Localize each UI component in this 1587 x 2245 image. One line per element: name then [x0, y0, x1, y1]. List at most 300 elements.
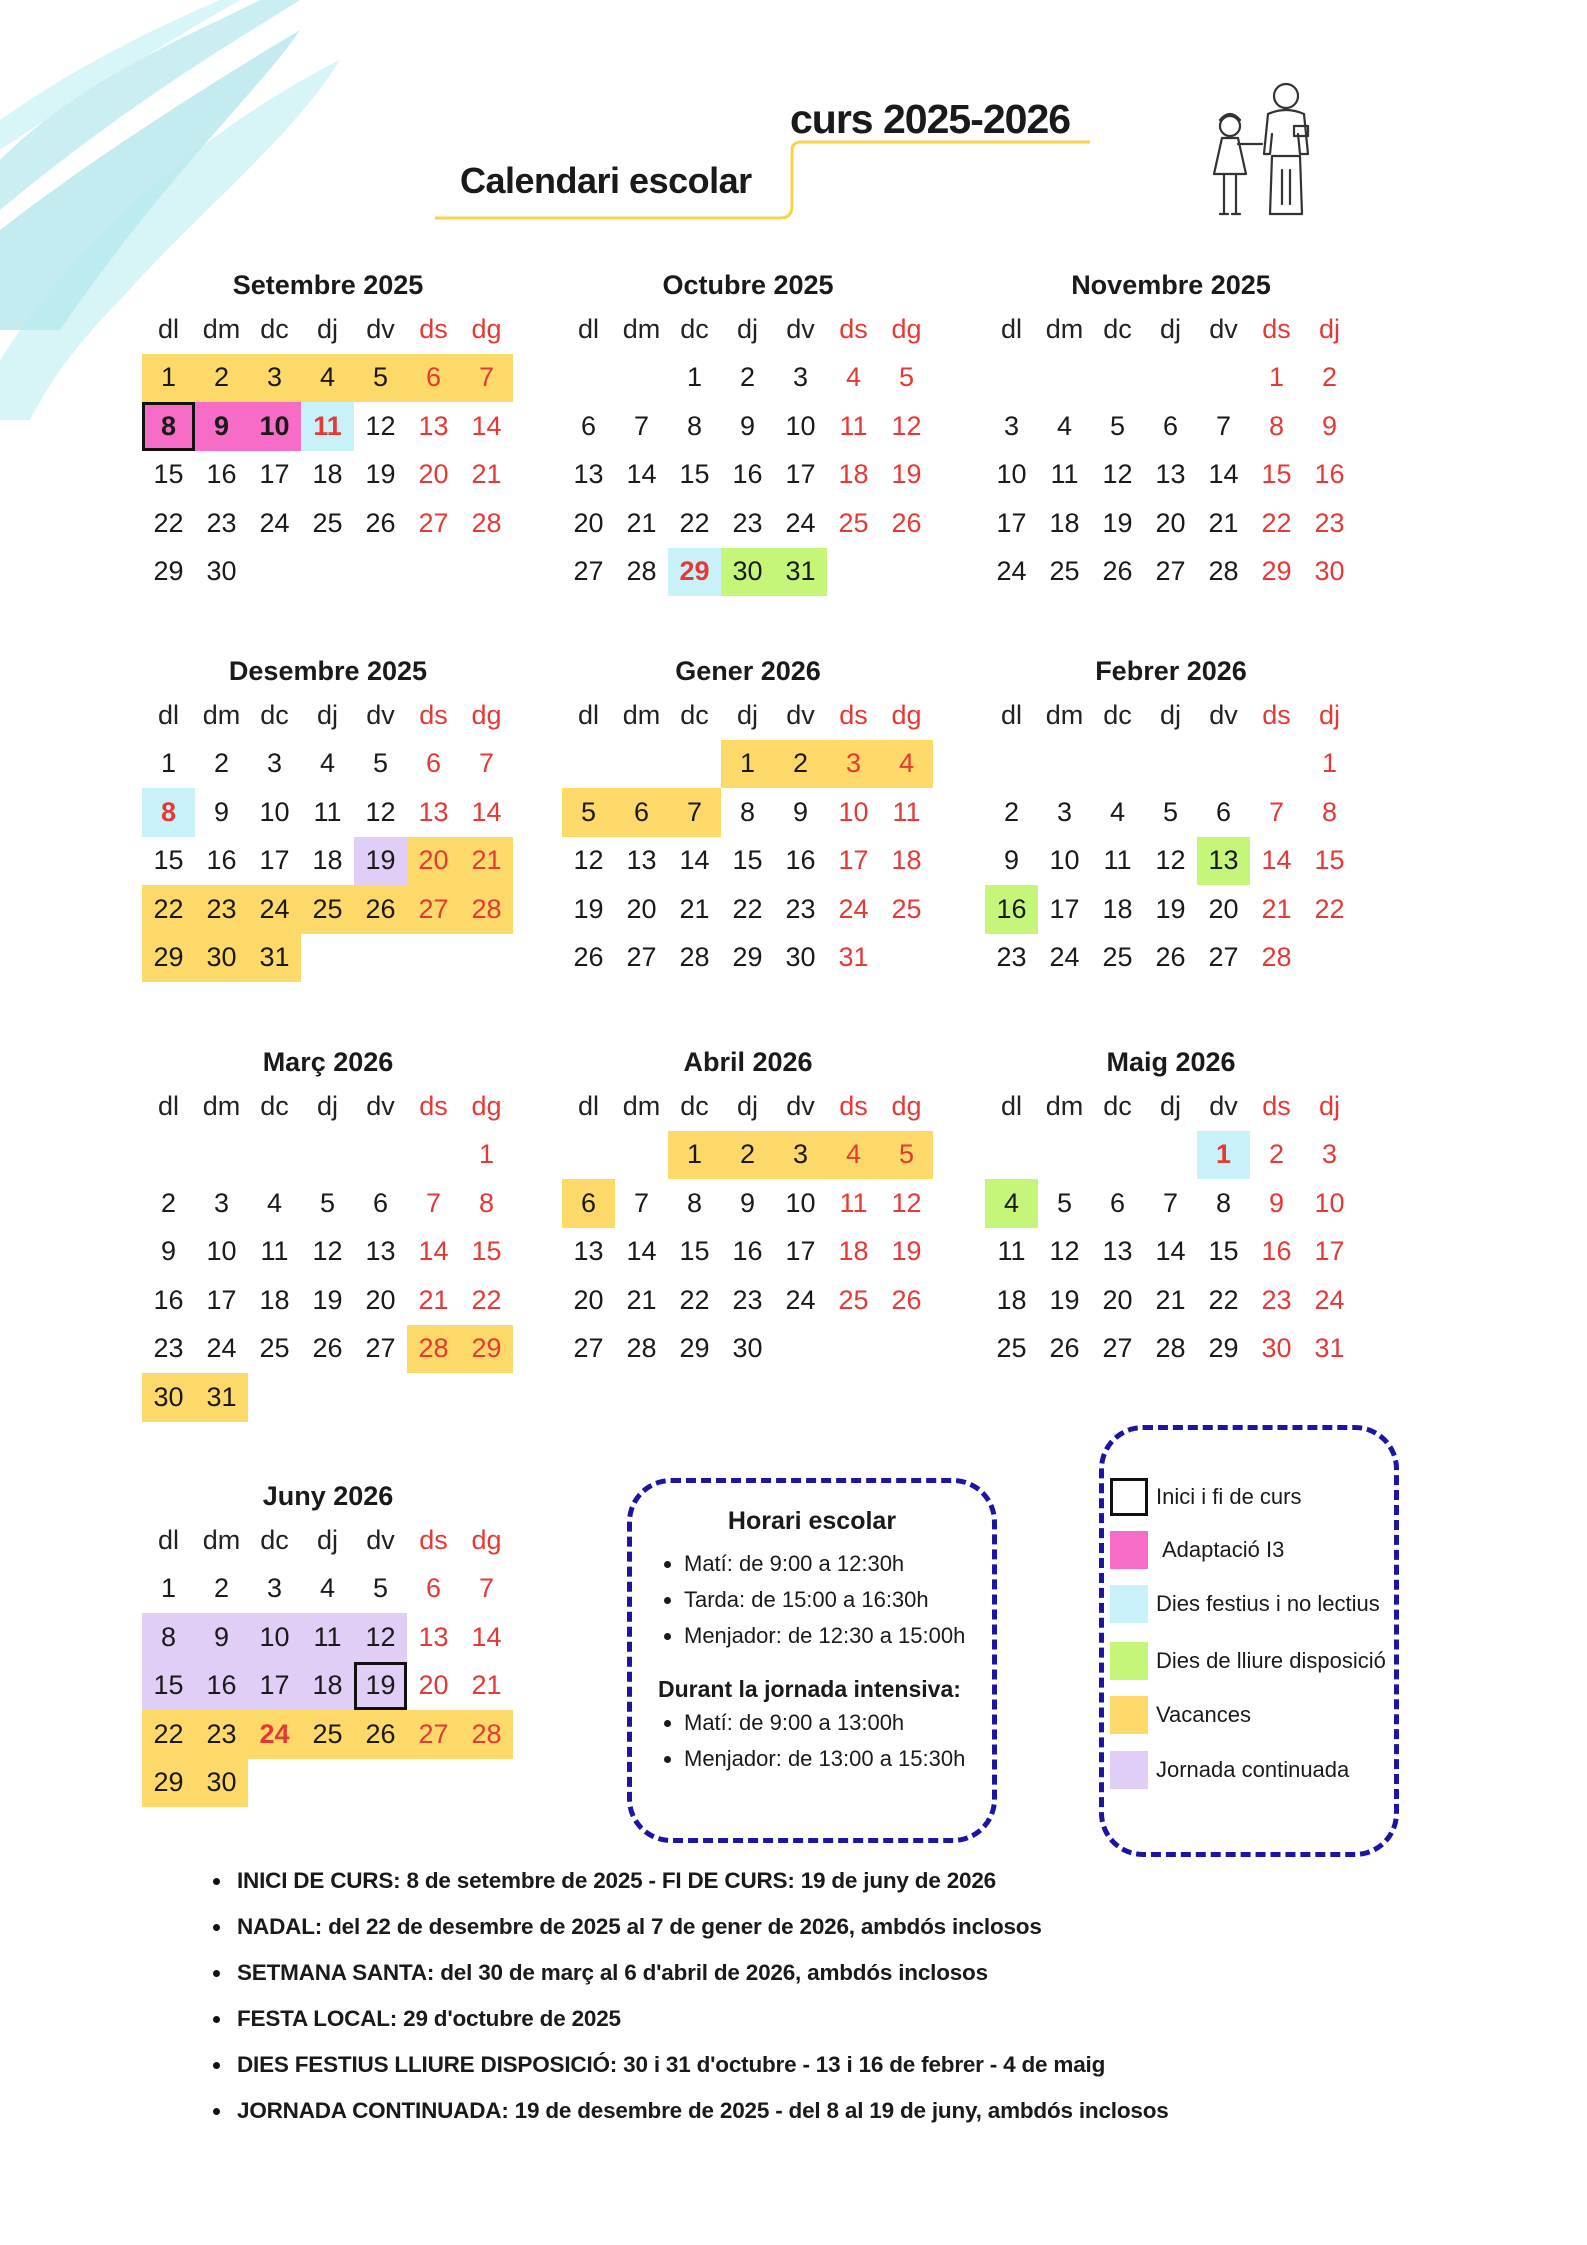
month-title: Octubre 2025 — [662, 270, 834, 300]
legend-swatch — [1110, 1642, 1148, 1680]
day-cell: 17 — [785, 459, 816, 490]
day-cell: 21 — [460, 837, 513, 886]
weekday-header: dm — [202, 313, 241, 344]
weekday-header: dl — [577, 1090, 599, 1121]
day-cell: 25 — [891, 893, 922, 924]
day-cell: 11 — [1103, 845, 1132, 876]
day-cell: 28 — [626, 556, 657, 587]
intensive-title: Durant la jornada intensiva: — [658, 1676, 961, 1702]
weekday-header: dm — [202, 1090, 241, 1121]
day-cell: 31 — [248, 934, 301, 983]
weekday-header: dm — [1045, 699, 1084, 730]
day-cell: 6 — [1109, 1187, 1126, 1218]
day-cell: 10 — [785, 410, 816, 441]
day-cell: 15 — [153, 845, 184, 876]
weekday-header: dc — [260, 1090, 289, 1121]
day-cell: 19 — [573, 893, 604, 924]
day-cell: 30 — [195, 934, 248, 983]
day-cell: 5 — [319, 1187, 336, 1218]
weekday-header: dl — [157, 1524, 179, 1555]
weekday-header: dj — [1318, 699, 1340, 730]
day-cell: 13 — [573, 1236, 604, 1267]
day-cell: 12 — [365, 796, 396, 827]
legend-swatch — [1110, 1696, 1148, 1734]
day-cell: 19 — [312, 1284, 343, 1315]
day-cell: 23 — [732, 507, 763, 538]
weekday-header: dl — [577, 313, 599, 344]
day-cell: 26 — [312, 1333, 343, 1364]
empty-cell — [562, 354, 615, 403]
weekday-header: dj — [1159, 1090, 1181, 1121]
day-cell: 12 — [312, 1236, 343, 1267]
day-cell: 15 — [1314, 845, 1345, 876]
day-cell: 4 — [1056, 410, 1073, 441]
day-cell: 9 — [195, 1613, 248, 1662]
day-cell: 26 — [573, 942, 604, 973]
day-cell: 6 — [615, 788, 668, 837]
weekday-header: ds — [1262, 699, 1291, 730]
day-cell: 21 — [679, 893, 710, 924]
empty-cell — [1144, 740, 1197, 789]
day-cell: 10 — [1314, 1187, 1345, 1218]
day-cell: 29 — [153, 556, 184, 587]
day-cell: 17 — [785, 1236, 816, 1267]
day-cell: 13 — [573, 459, 604, 490]
day-cell: 25 — [301, 885, 354, 934]
day-cell: 30 — [721, 548, 774, 597]
day-cell: 26 — [354, 885, 407, 934]
day-cell: 24 — [1314, 1284, 1345, 1315]
weekday-header: ds — [419, 1524, 448, 1555]
note-item: INICI DE CURS: 8 de setembre de 2025 - FI DE CURS: 19 de juny de 2026 — [213, 1858, 1169, 1904]
day-cell: 13 — [626, 845, 657, 876]
day-cell: 30 — [142, 1373, 195, 1422]
day-cell: 7 — [633, 1187, 650, 1218]
day-cell: 4 — [985, 1179, 1038, 1228]
day-cell: 24 — [248, 885, 301, 934]
day-cell: 27 — [407, 1710, 460, 1759]
day-cell: 4 — [845, 362, 862, 393]
legend-swatch — [1110, 1751, 1148, 1789]
day-cell: 6 — [372, 1187, 389, 1218]
day-cell: 10 — [248, 1613, 301, 1662]
day-cell: 27 — [407, 885, 460, 934]
month-febrer-2026 — [985, 651, 1365, 982]
day-cell: 28 — [1208, 556, 1239, 587]
day-cell: 27 — [1102, 1333, 1133, 1364]
day-cell: 13 — [418, 410, 449, 441]
empty-cell — [985, 354, 1038, 403]
day-cell: 8 — [686, 1187, 703, 1218]
day-cell: 10 — [838, 796, 869, 827]
legend-swatch — [1110, 1531, 1148, 1569]
day-cell: 18 — [259, 1284, 290, 1315]
weekday-header: dv — [1209, 313, 1238, 344]
day-cell: 3 — [266, 1573, 283, 1604]
day-cell: 10 — [206, 1236, 237, 1267]
empty-cell — [1250, 740, 1303, 789]
day-cell: 6 — [425, 1573, 442, 1604]
day-cell: 13 — [418, 796, 449, 827]
day-cell: 18 — [1102, 893, 1133, 924]
day-cell: 9 — [739, 1187, 756, 1218]
day-cell: 1 — [686, 362, 703, 393]
day-cell: 17 — [259, 459, 290, 490]
day-cell: 30 — [1314, 556, 1345, 587]
school-hours-title: Horari escolar — [727, 1507, 897, 1535]
day-cell: 23 — [153, 1333, 184, 1364]
day-cell: 18 — [312, 845, 343, 876]
weekday-header: dm — [202, 1524, 241, 1555]
day-cell: 2 — [1321, 362, 1338, 393]
day-cell: 29 — [679, 1333, 710, 1364]
day-cell: 27 — [418, 507, 449, 538]
day-cell: 17 — [1314, 1236, 1345, 1267]
legend-item-continuada — [1110, 1751, 1349, 1789]
day-cell: 20 — [573, 1284, 604, 1315]
note-item: FESTA LOCAL: 29 d'octubre de 2025 — [213, 1996, 1169, 2042]
weekday-header: dj — [316, 313, 338, 344]
day-cell: 14 — [418, 1236, 449, 1267]
day-cell: 16 — [1314, 459, 1345, 490]
day-cell: 18 — [891, 845, 922, 876]
month-grid — [562, 305, 942, 596]
day-cell: 20 — [626, 893, 657, 924]
day-cell: 15 — [471, 1236, 502, 1267]
day-cell: 11 — [313, 796, 342, 827]
day-cell: 11 — [997, 1236, 1026, 1267]
day-cell: 31 — [838, 942, 869, 973]
weekday-header: dc — [260, 699, 289, 730]
day-cell: 3 — [1321, 1139, 1338, 1170]
month-title: Gener 2026 — [675, 656, 821, 686]
day-cell: 5 — [562, 788, 615, 837]
day-cell: 22 — [1208, 1284, 1239, 1315]
day-cell: 21 — [626, 1284, 657, 1315]
day-cell: 1 — [1197, 1131, 1250, 1180]
day-cell: 26 — [891, 507, 922, 538]
day-cell: 7 — [460, 354, 513, 403]
note-item: NADAL: del 22 de desembre de 2025 al 7 de gener de 2026, ambdós inclosos — [213, 1904, 1169, 1950]
legend-label: Dies festius i no lectius — [1156, 1591, 1380, 1616]
day-cell: 3 — [213, 1187, 230, 1218]
day-cell: 23 — [1314, 507, 1345, 538]
empty-cell — [1091, 354, 1144, 403]
month-grid — [562, 1082, 942, 1373]
day-cell: 18 — [301, 1662, 354, 1711]
day-cell: 4 — [266, 1187, 283, 1218]
day-cell: 12 — [365, 410, 396, 441]
weekday-header: dj — [316, 1524, 338, 1555]
day-cell: 24 — [785, 1284, 816, 1315]
day-cell: 23 — [1261, 1284, 1292, 1315]
day-cell: 25 — [259, 1333, 290, 1364]
day-cell: 24 — [838, 893, 869, 924]
day-cell: 21 — [626, 507, 657, 538]
day-cell: 3 — [827, 740, 880, 789]
month-grid — [985, 1082, 1365, 1373]
day-cell: 2 — [213, 1573, 230, 1604]
day-cell: 26 — [1049, 1333, 1080, 1364]
day-cell: 8 — [142, 1613, 195, 1662]
weekday-header: ds — [1262, 1090, 1291, 1121]
day-cell: 12 — [354, 1613, 407, 1662]
day-cell: 8 — [1215, 1187, 1232, 1218]
month-desembre-2025 — [142, 651, 522, 982]
day-cell: 22 — [732, 893, 763, 924]
day-cell: 10 — [1049, 845, 1080, 876]
day-cell: 19 — [354, 837, 407, 886]
day-cell: 12 — [891, 1187, 922, 1218]
weekday-header: dg — [891, 313, 922, 344]
month-title: Juny 2026 — [262, 1481, 394, 1511]
day-cell: 22 — [142, 1710, 195, 1759]
day-cell: 14 — [679, 845, 710, 876]
day-cell: 13 — [365, 1236, 396, 1267]
day-cell: 22 — [142, 885, 195, 934]
day-cell: 23 — [195, 1710, 248, 1759]
day-cell: 11 — [839, 1187, 868, 1218]
day-cell: 16 — [732, 1236, 763, 1267]
month-marc-2026 — [142, 1042, 522, 1422]
day-cell: 31 — [1314, 1333, 1345, 1364]
teacher-child-icon — [1190, 74, 1330, 224]
day-cell: 24 — [248, 1710, 301, 1759]
day-cell: 1 — [478, 1139, 495, 1170]
weekday-header: ds — [419, 699, 448, 730]
day-cell: 28 — [471, 507, 502, 538]
weekday-header: dj — [736, 313, 758, 344]
day-cell: 5 — [354, 354, 407, 403]
weekday-header: dc — [680, 313, 709, 344]
day-cell: 14 — [1261, 845, 1292, 876]
day-cell: 14 — [471, 796, 502, 827]
day-cell: 29 — [732, 942, 763, 973]
day-cell: 12 — [573, 845, 604, 876]
day-cell: 11 — [260, 1236, 289, 1267]
legend-label: Jornada continuada — [1156, 1757, 1350, 1782]
weekday-header: dj — [736, 1090, 758, 1121]
day-cell: 2 — [213, 748, 230, 779]
day-cell: 25 — [301, 1710, 354, 1759]
weekday-header: ds — [1262, 313, 1291, 344]
key-dates-list — [213, 1858, 1169, 2134]
weekday-header: dj — [1318, 313, 1340, 344]
day-cell: 5 — [372, 1573, 389, 1604]
weekday-header: dv — [366, 313, 395, 344]
legend-item-lliure — [1110, 1642, 1386, 1680]
day-cell: 6 — [562, 1179, 615, 1228]
weekday-header: dl — [577, 699, 599, 730]
weekday-header: dj — [1318, 1090, 1340, 1121]
day-cell: 24 — [996, 556, 1027, 587]
day-cell: 28 — [407, 1325, 460, 1374]
legend-swatch — [1110, 1478, 1148, 1516]
weekday-header: dm — [622, 699, 661, 730]
weekday-header: dc — [1103, 313, 1132, 344]
day-cell: 3 — [1003, 410, 1020, 441]
day-cell: 27 — [1208, 942, 1239, 973]
day-cell: 12 — [891, 410, 922, 441]
day-cell: 21 — [471, 1670, 502, 1701]
day-cell: 7 — [1162, 1187, 1179, 1218]
day-cell: 26 — [365, 507, 396, 538]
hours-item: • Matí: de 9:00 a 12:30h — [684, 1546, 992, 1582]
day-cell: 8 — [1321, 796, 1338, 827]
day-cell: 27 — [1155, 556, 1186, 587]
day-cell: 24 — [259, 507, 290, 538]
day-cell: 30 — [195, 1759, 248, 1808]
day-cell: 29 — [142, 1759, 195, 1808]
day-cell: 10 — [248, 402, 301, 451]
weekday-header: dl — [157, 1090, 179, 1121]
day-cell: 11 — [839, 410, 868, 441]
day-cell: 31 — [195, 1373, 248, 1422]
weekday-header: dv — [786, 1090, 815, 1121]
day-cell: 6 — [407, 354, 460, 403]
day-cell: 4 — [301, 354, 354, 403]
month-novembre-2025 — [985, 265, 1365, 596]
day-cell: 23 — [732, 1284, 763, 1315]
legend-item-inici-fi — [1110, 1478, 1302, 1516]
day-cell: 8 — [142, 402, 195, 451]
weekday-header: dv — [366, 1524, 395, 1555]
day-cell: 25 — [1049, 556, 1080, 587]
day-cell: 16 — [206, 459, 237, 490]
day-cell: 2 — [774, 740, 827, 789]
empty-cell — [301, 1131, 354, 1180]
month-title: Març 2026 — [262, 1047, 394, 1077]
weekday-header: dg — [471, 313, 502, 344]
weekday-header: ds — [839, 1090, 868, 1121]
month-title: Maig 2026 — [1106, 1047, 1236, 1077]
day-cell: 30 — [206, 556, 237, 587]
day-cell: 2 — [721, 1131, 774, 1180]
day-cell: 1 — [668, 1131, 721, 1180]
day-cell: 14 — [1155, 1236, 1186, 1267]
empty-cell — [354, 1131, 407, 1180]
intensive-item: • Menjador: de 13:00 a 15:30h — [684, 1741, 992, 1777]
day-cell: 21 — [1155, 1284, 1186, 1315]
day-cell: 23 — [996, 942, 1027, 973]
day-cell: 17 — [248, 1662, 301, 1711]
day-cell: 2 — [160, 1187, 177, 1218]
day-cell: 17 — [1049, 893, 1080, 924]
day-cell: 12 — [1155, 845, 1186, 876]
legend-item-festius — [1110, 1585, 1380, 1623]
weekday-header: dj — [736, 699, 758, 730]
empty-cell — [1038, 740, 1091, 789]
weekday-header: dm — [1045, 313, 1084, 344]
empty-cell — [1144, 354, 1197, 403]
day-cell: 18 — [1049, 507, 1080, 538]
weekday-header: dv — [1209, 699, 1238, 730]
weekday-header: dc — [680, 699, 709, 730]
day-cell: 20 — [1155, 507, 1186, 538]
hours-item: • Menjador: de 12:30 a 15:00h — [684, 1618, 992, 1654]
day-cell: 24 — [785, 507, 816, 538]
day-cell: 11 — [1050, 459, 1079, 490]
day-cell: 29 — [142, 934, 195, 983]
weekday-header: dj — [316, 699, 338, 730]
note-item: DIES FESTIUS LLIURE DISPOSICIÓ: 30 i 31 d'octubre - 13 i 16 de febrer - 4 de maig — [213, 2042, 1169, 2088]
day-cell: 6 — [1215, 796, 1232, 827]
day-cell: 4 — [319, 1573, 336, 1604]
school-hours-box — [627, 1478, 997, 1843]
weekday-header: dj — [316, 1090, 338, 1121]
day-cell: 6 — [580, 410, 597, 441]
day-cell: 6 — [425, 748, 442, 779]
day-cell: 1 — [142, 354, 195, 403]
day-cell: 2 — [1268, 1139, 1285, 1170]
day-cell: 2 — [1003, 796, 1020, 827]
weekday-header: dc — [1103, 1090, 1132, 1121]
empty-cell — [248, 1131, 301, 1180]
page-title: Calendari escolar — [460, 160, 752, 201]
day-cell: 22 — [471, 1284, 502, 1315]
empty-cell — [407, 1131, 460, 1180]
day-cell: 13 — [1197, 837, 1250, 886]
empty-cell — [668, 740, 721, 789]
day-cell: 4 — [1109, 796, 1126, 827]
day-cell: 30 — [732, 1333, 763, 1364]
legend-label: Vacances — [1156, 1702, 1251, 1727]
note-item: JORNADA CONTINUADA: 19 de desembre de 2025 - del 8 al 19 de juny, ambdós inclosos — [213, 2088, 1169, 2134]
day-cell: 23 — [206, 507, 237, 538]
day-cell: 29 — [668, 548, 721, 597]
day-cell: 7 — [478, 1573, 495, 1604]
empty-cell — [985, 740, 1038, 789]
empty-cell — [142, 1131, 195, 1180]
day-cell: 27 — [573, 1333, 604, 1364]
day-cell: 1 — [160, 1573, 177, 1604]
day-cell: 15 — [679, 459, 710, 490]
day-cell: 27 — [573, 556, 604, 587]
day-cell: 9 — [739, 410, 756, 441]
day-cell: 14 — [471, 1621, 502, 1652]
day-cell: 27 — [626, 942, 657, 973]
month-title: Novembre 2025 — [1071, 270, 1271, 300]
day-cell: 19 — [1102, 507, 1133, 538]
weekday-header: dm — [622, 1090, 661, 1121]
legend-swatch — [1110, 1585, 1148, 1623]
day-cell: 20 — [407, 837, 460, 886]
day-cell: 10 — [785, 1187, 816, 1218]
weekday-header: dl — [1000, 1090, 1022, 1121]
day-cell: 19 — [1049, 1284, 1080, 1315]
weekday-header: dc — [680, 1090, 709, 1121]
day-cell: 19 — [891, 459, 922, 490]
day-cell: 16 — [785, 845, 816, 876]
day-cell: 23 — [785, 893, 816, 924]
weekday-header: dm — [1045, 1090, 1084, 1121]
weekday-header: dc — [260, 313, 289, 344]
day-cell: 6 — [1162, 410, 1179, 441]
day-cell: 15 — [142, 1662, 195, 1711]
weekday-header: dv — [786, 313, 815, 344]
day-cell: 9 — [195, 402, 248, 451]
month-juny-2026 — [142, 1476, 522, 1807]
day-cell: 29 — [460, 1325, 513, 1374]
day-cell: 12 — [1049, 1236, 1080, 1267]
empty-cell — [615, 354, 668, 403]
day-cell: 27 — [365, 1333, 396, 1364]
day-cell: 26 — [1102, 556, 1133, 587]
month-gener-2026 — [562, 651, 942, 982]
day-cell: 25 — [1102, 942, 1133, 973]
day-cell: 29 — [1261, 556, 1292, 587]
day-cell: 26 — [1155, 942, 1186, 973]
